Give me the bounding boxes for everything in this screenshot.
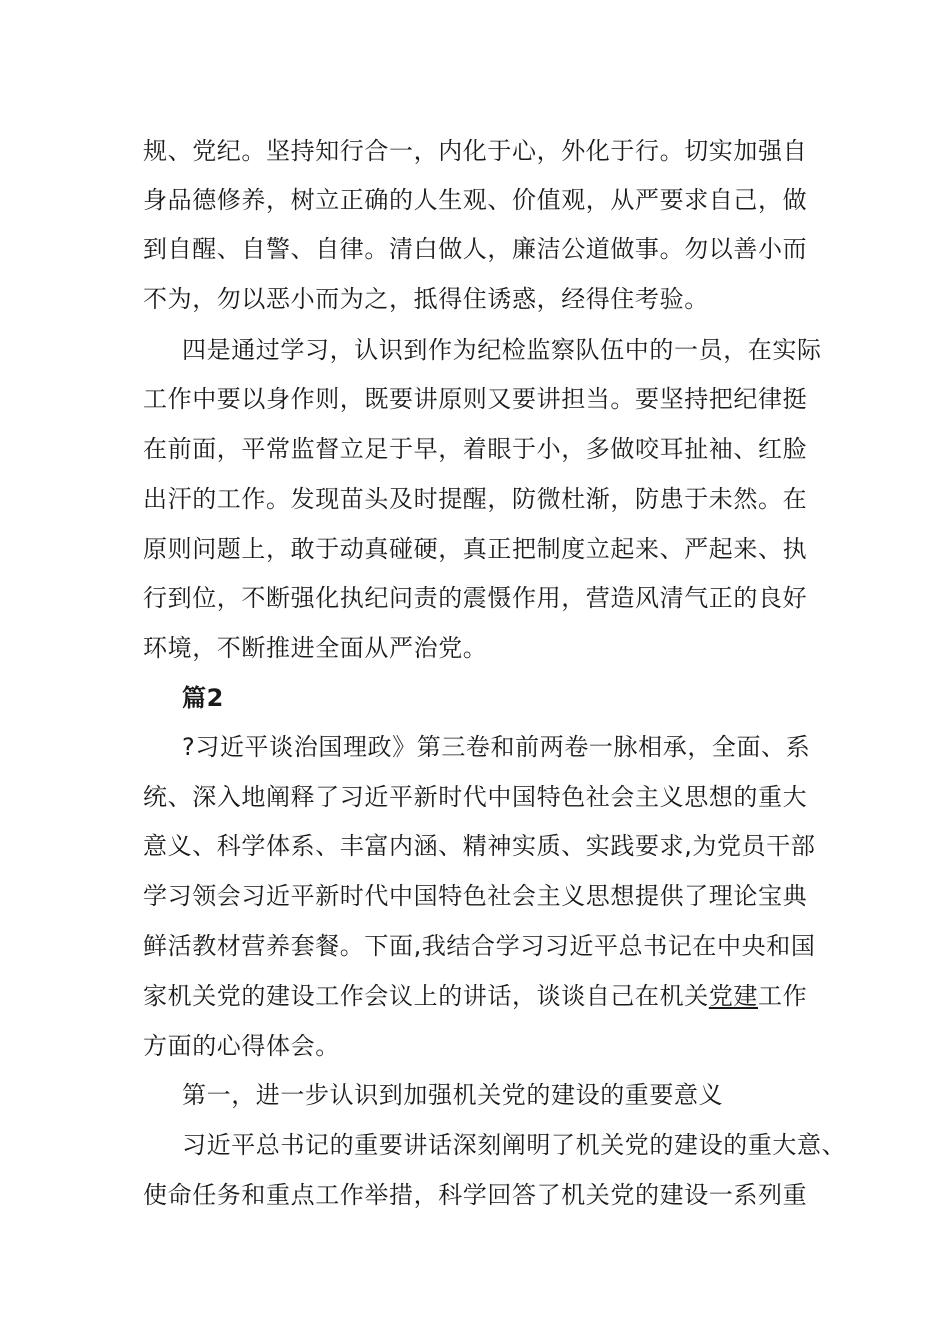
- text-line: 统、深入地阐释了习近平新时代中国特色社会主义思想的重大: [143, 783, 808, 811]
- text-line: 到自醒、自警、自律。清白做人，廉洁公道做事。勿以善小而: [143, 235, 808, 263]
- text-line: 身品德修养，树立正确的人生观、价值观，从严要求自己，做: [143, 186, 808, 214]
- text-line: 行到位，不断强化执纪问责的震慑作用，营造风清气正的良好: [143, 584, 808, 612]
- section-heading: 篇2: [182, 684, 224, 712]
- text-segment: 工作: [758, 982, 808, 1010]
- text-line: 使命任务和重点工作举措，科学回答了机关党的建设一系列重: [143, 1181, 808, 1209]
- text-line: [143, 979, 807, 1013]
- text-line: 第一，进一步认识到加强机关党的建设的重要意义: [182, 1081, 724, 1109]
- text-line: 出汗的工作。发现苗头及时提醒，防微杜渐，防患于未然。在: [143, 485, 808, 513]
- text-line: ?习近平谈治国理政》第三卷和前两卷一脉相承，全面、系: [182, 733, 811, 761]
- text-line: 环境，不断推进全面从严治党。: [143, 634, 488, 662]
- text-line: 不为，勿以恶小而为之，抵得住诱惑，经得住考验。: [143, 285, 709, 313]
- text-line: 意义、科学体系、丰富内涵、精神实质、实践要求,为党员干部: [143, 832, 816, 860]
- text-line: 四是通过学习，认识到作为纪检监察队伍中的一员，在实际: [182, 336, 822, 364]
- text-line: 方面的心得体会。: [143, 1032, 340, 1060]
- text-line: 鲜活教材营养套餐。下面,我结合学习习近平总书记在中央和国: [143, 932, 816, 960]
- text-line: 规、党纪。坚持知行合一，内化于心，外化于行。切实加强自: [143, 137, 808, 165]
- text-line: 习近平总书记的重要讲话深刻阐明了机关党的建设的重大意、: [182, 1131, 847, 1159]
- text-line: 在前面，平常监督立足于早，着眼于小，多做咬耳扯袖、红脸: [143, 435, 808, 463]
- party-building-link[interactable]: 党建: [708, 982, 759, 1010]
- text-line: 工作中要以身作则，既要讲原则又要讲担当。要坚持把纪律挺: [143, 385, 808, 413]
- text-line: 原则问题上，敢于动真碰硬，真正把制度立起来、严起来、执: [143, 535, 808, 563]
- text-segment: 家机关党的建设工作会议上的讲话，谈谈自己在机关: [143, 982, 709, 1010]
- text-line: 学习领会习近平新时代中国特色社会主义思想提供了理论宝典: [143, 882, 808, 910]
